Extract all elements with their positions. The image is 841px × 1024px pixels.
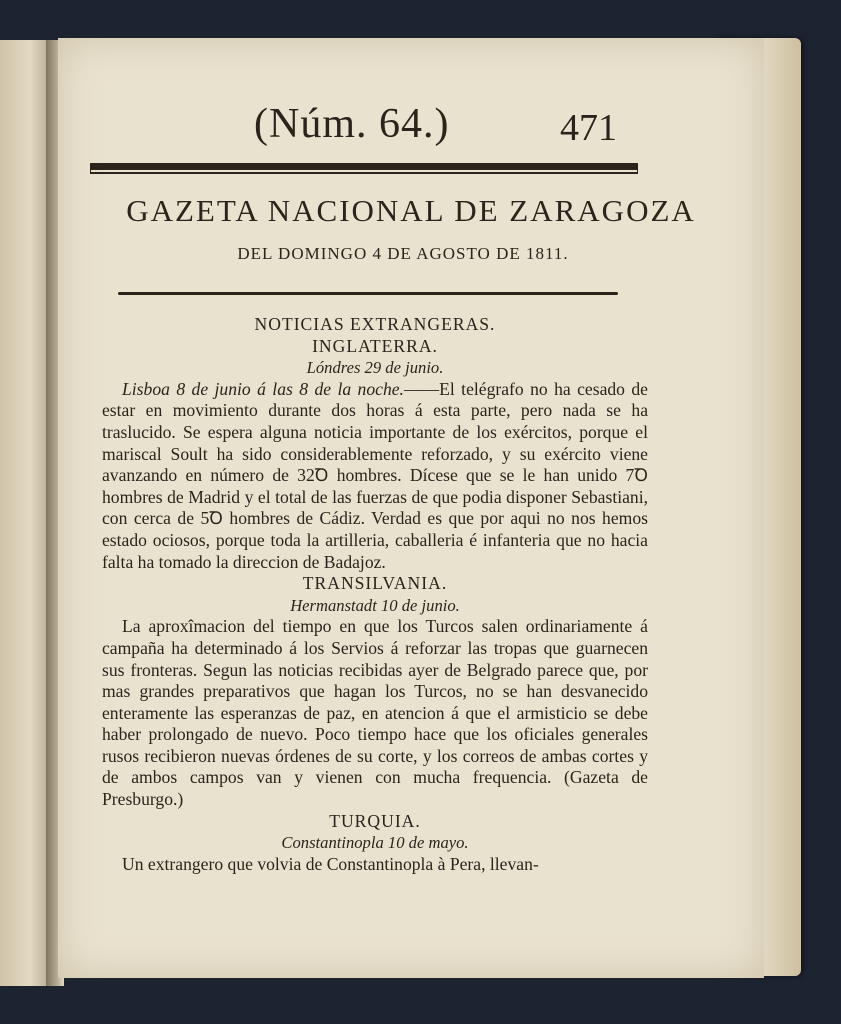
header-rule [90,163,638,170]
article-body [102,314,648,875]
country-heading: TURQUIA. [329,810,421,831]
place-date: Constantinopla 10 de mayo. [281,833,469,853]
issue-number: (Núm. 64.) [254,101,450,147]
issue-dateline: DEL DOMINGO 4 DE AGOSTO DE 1811. [237,244,569,263]
section-heading: NOTICIAS EXTRANGERAS. [254,314,496,334]
paragraph-text: ——El telégrafo no ha cesado de estar en movimiento durante dos horas á esta parte, pero nada se ha traslucido. Se espera alguna noticia importante de los exércitos, porque el mariscal Soult ha sido considerablemente reforzado, y su exército viene avanzando en número de 32Ꝺ hombres. Dícese que se le han unido 7Ꝺ hombres de Madrid y el total de las fuerzas de que podia disponer Sebastiani, con cerca de 5Ꝺ hombres de Cádiz. Verdad es que por aqui no nos hemos estado ociosos, porque toda la artilleria, caballeria é infanteria que no hacia falta ha tomado la direccion de Badajoz. [102,378,648,572]
masthead-rule [118,292,618,295]
place-date: Hermanstadt 10 de junio. [290,595,460,615]
page-number: 471 [560,107,617,149]
article-paragraph: La aproxîmacion del tiempo en que los Turcos salen ordinariamente á campaña ha determinado á los Servios á reforzar las tropas que guarnecen sus fronteras. Segun las noticias recibidas ayer de Belgrado parece que, por mas grandes preparativos que hagan los Turcos, no se han desvanecido enteramente las esperanzas de paz, en atencion á que el armisticio se debe haber prolongado de nuevo. Poco tiempo hace que los oficiales generales rusos recibieron nuevas órdenes de su corte, y los correos de ambas cortes y de ambos campos van y vienen con mucha frequencia. (Gazeta de Presburgo.) [102,616,648,810]
country-heading: TRANSILVANIA. [302,573,448,594]
article-paragraph: Un extrangero que volvia de Constantinopla à Pera, llevan- [122,853,539,874]
place-date: Lóndres 29 de junio. [306,358,444,378]
lead-in: Lisboa 8 de junio á las 8 de la noche. [122,378,404,399]
article-paragraph [102,379,648,573]
gazette-page [58,38,764,978]
page-header [58,100,764,160]
country-heading: INGLATERRA. [312,335,438,356]
masthead-title: GAZETA NACIONAL DE ZARAGOZA [126,193,696,228]
facing-page-edge [0,40,50,986]
